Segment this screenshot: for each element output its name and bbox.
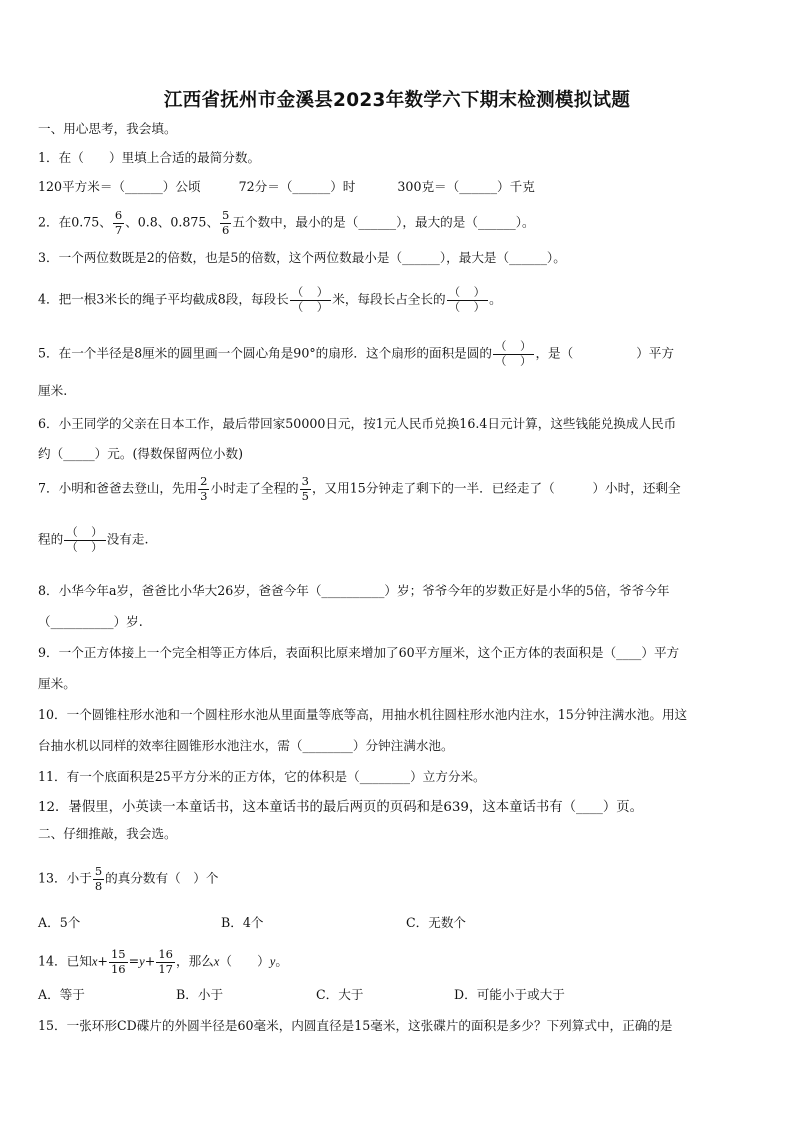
question-15: 15．一张环形CD碟片的外圆半径是60毫米，内圆直径是15毫米，这张碟片的面积是多少？下列算式中，正确的是 [38, 1018, 673, 1033]
option-d[interactable]: D．可能小于或大于 [454, 987, 565, 1002]
fraction-3-5: $\frac{3}{5}$ [301, 474, 309, 503]
section-2-heading: 二、仔细推敲，我会选。 [38, 826, 177, 841]
question-9-line1: 9．一个正方体接上一个完全相等正方体后，表面积比原来增加了60平方厘米，这个正方体的表面积是（____）平方 [38, 645, 680, 660]
section-1-heading: 一、用心思考，我会填。 [38, 121, 177, 136]
question-10-line1: 10．一个圆锥柱形水池和一个圆柱形水池从里面量等底等高，用抽水机往圆柱形水池内注水，15分钟注满水池。用这 [38, 707, 688, 722]
fraction-2-3: $\frac{2}{3}$ [200, 474, 208, 503]
question-6-line2: 约（_____）元。(得数保留两位小数) [38, 446, 244, 461]
question-1-intro: 1．在（ ）里填上合适的最简分数。 [38, 150, 261, 165]
fraction-5-8: $\frac{5}{8}$ [94, 864, 103, 893]
question-4: 4．把一根3米长的绳子平均截成8段，每段长 $\frac{( )}{( )}$ 米，每段长占全长的 $\frac{( )}{( )}$ 。 [38, 285, 502, 314]
option-b[interactable]: B．4个 [221, 915, 264, 930]
question-7: 7．小明和爸爸去登山，先用 $\frac{2}{3}$ 小时走了全程的 $\frac{3}{5}$ ，又用15分钟走了剩下的一半．已经走了（ ）小时，还剩全 [38, 474, 681, 503]
option-b[interactable]: B．小于 [176, 987, 224, 1002]
question-14: 14．已知x+ $\frac{15}{16}$ =y+ $\frac{16}{17}$ ，那么x（ ）y。 [38, 947, 288, 976]
q1-part-mass: 300克＝（______）千克 [397, 179, 535, 194]
question-2: 2．在0.75、 $\frac{6}{7}$ 、0.8、0.875、 $\frac{5}{6}$ 五个数中，最小的是（______），最大的是（______）。 [38, 208, 535, 237]
fraction-6-7: $\frac{6}{7}$ [114, 208, 123, 237]
q1-part-area: 120平方米＝（______）公顷 [38, 179, 201, 194]
question-13-options [38, 915, 466, 931]
fraction-blank: $\frac{( )}{( )}$ [448, 285, 487, 314]
q1-part-time: 72分＝（______）时 [238, 179, 356, 194]
question-6-line1: 6．小王同学的父亲在日本工作，最后带回家50000日元，按1元人民币兑换16.4日元计算，这些钱能兑换成人民币 [38, 416, 677, 431]
question-7-line2: 程的 $\frac{( )}{( )}$ 没有走. [38, 525, 149, 554]
question-10-line2: 台抽水机以同样的效率往圆锥形水池注水，需（________）分钟注满水池。 [38, 738, 454, 753]
question-9-line2: 厘米。 [38, 676, 76, 691]
fraction-blank: $\frac{( )}{( )}$ [66, 525, 104, 554]
question-12: 12．暑假里，小英读一本童话书，这本童话书的最后两页的页码和是639，这本童话书有（____）页。 [38, 800, 644, 815]
option-c[interactable]: C．无数个 [406, 915, 467, 930]
question-3: 3．一个两位数既是2的倍数，也是5的倍数，这个两位数最小是（______），最大是（______）。 [38, 250, 566, 265]
fraction-blank: $\frac{( )}{( )}$ [291, 285, 330, 314]
option-a[interactable]: A．5个 [38, 915, 81, 930]
fraction-5-6: $\frac{5}{6}$ [222, 208, 230, 237]
question-11: 11．有一个底面积是25平方分米的正方体，它的体积是（________）立方分米。 [38, 769, 486, 784]
question-14-options [38, 987, 565, 1003]
option-c[interactable]: C．大于 [316, 987, 364, 1002]
question-8-line1: 8．小华今年a岁，爸爸比小华大26岁，爸爸今年（__________）岁；爷爷今年的岁数正好是小华的5倍，爷爷今年 [38, 583, 670, 598]
question-1-parts [38, 179, 535, 195]
fraction-blank: $\frac{( )}{( )}$ [494, 339, 533, 368]
fraction-16-17: $\frac{16}{17}$ [158, 947, 173, 976]
fraction-15-16: $\frac{15}{16}$ [110, 947, 126, 976]
question-5-line2: 厘米. [38, 383, 68, 398]
question-13: 13．小于 $\frac{5}{8}$ 的真分数有（ ）个 [38, 864, 219, 893]
page-title: 江西省抚州市金溪县2023年数学六下期末检测模拟试题 [163, 90, 631, 111]
question-8-line2: （__________）岁. [38, 614, 143, 629]
option-a[interactable]: A．等于 [38, 987, 85, 1002]
question-5: 5．在一个半径是8厘米的圆里画一个圆心角是90°的扇形．这个扇形的面积是圆的 $\frac{( )}{( )}$ ，是（ ）平方 [38, 339, 674, 368]
